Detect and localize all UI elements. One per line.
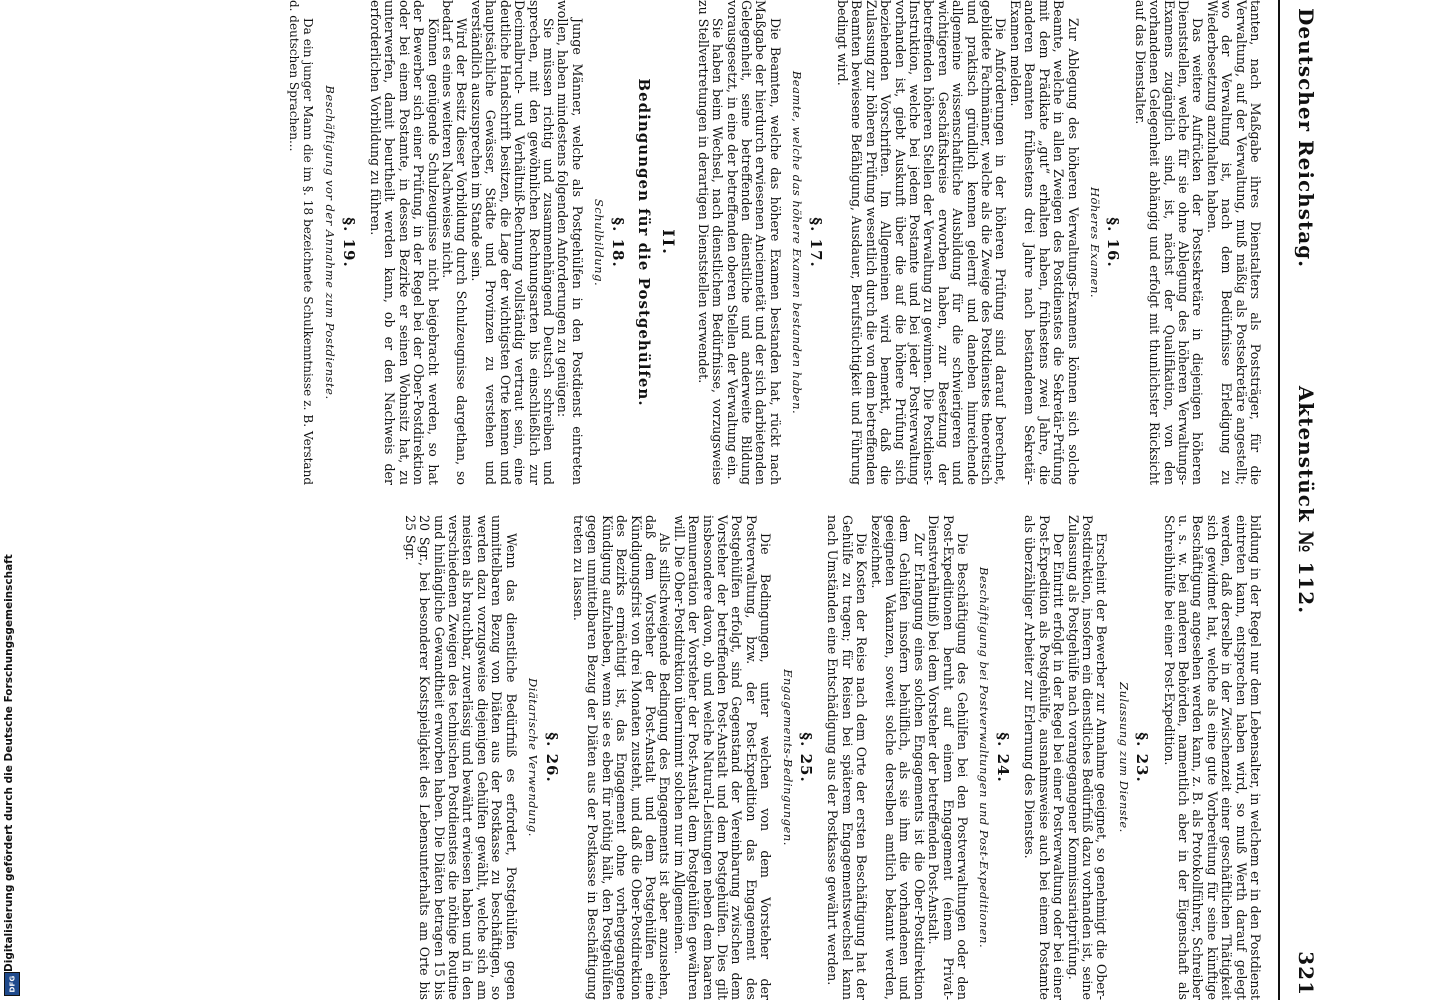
section-heading-24: §. 24. xyxy=(993,732,1012,783)
paragraph: Das weitere Aufrücken der Postsekretäre in diejenigen höheren Dienststellen, welche für sie ohne Ablegung des höheren Verwaltungs-Examens zugänglich sind, ist, nächst der Qualifikation, von den vorhandenen Gelegenheit abhängig und erfolgt mit thunlichster Rücksicht auf das Dienstalter. xyxy=(1132,0,1206,485)
paragraph: Wenn das dienstliche Bedürfniß es erfordert, Postgehülfen gegen unmittelbaren Bezug von Diäten aus der Postkasse zu beschäftigen, so werden dazu vorzugsweise diejenigen Gehülfen gewählt, welche sich am meisten als brauchbar, zuverlässig und bewährt erwiesen haben und in den verschiedenen Zweigen des technischen Postdienstes die nöthige Routine und hinlängliche Gewandtheit erworben haben. Die Diäten betragen 15 bis 20 Sgr., bei besonderer Kostspieligkeit des Lebensunterhalts am Orte bis 25 Sgr. xyxy=(402,515,519,1000)
dfg-logo xyxy=(4,972,20,996)
paragraph: Junge Männer, welche als Postgehülfen in den Postdienst eintreten wollen, haben mindestens folgenden Anforderungen zu genügen: xyxy=(555,0,585,485)
section-subheading-24: Beschäftigung bei Postverwaltungen und Post-Expeditionen. xyxy=(977,566,992,949)
dfg-attribution-text: Digitalisierung gefördert durch die Deutsche Forschungsgemeinschaft xyxy=(3,554,15,972)
part-number: II. xyxy=(659,229,679,256)
section-heading-26: §. 26. xyxy=(542,732,561,783)
paragraph: Sie haben beim Wechsel, nach dienstlichem Bedürfnisse, vorzugsweise zu Stellvertretungen in derartigen Dienststellen verwendet. xyxy=(695,0,726,485)
section-heading-23: §. 23. xyxy=(1133,732,1152,783)
section-subheading-23: Zulassung zum Dienste. xyxy=(1116,682,1131,833)
paragraph: Zur Erlangung eines solchen Engagements ist die Ober-Postdirektion dem Gehülfen insofern behülflich, als sie ihm die vorhandenen und geeigneten Vakanzen, soweit solche derselben amtlich bekannt werden, bezeichnet. xyxy=(868,515,927,1000)
header-rule xyxy=(1278,0,1280,1000)
paragraph: Die Anforderungen in der höheren Prüfung sind darauf berechnet, gebildete Fachmänner, welche als die Zweige des Postdienstes theoretisch und praktisch gründlich kennen gelernt und daneben hinreichende allgemeine wissenschaftliche Ausbildung für die schwierigeren und wichtigeren Geschäftskreise erworben haben, zur Besetzung der betreffenden höheren Stellen der Verwaltung zu gewinnen. Die Postdienst-Instruktion, welche bei jedem Postamte und bei jeder Postverwaltung vorhanden ist, giebt Auskunft über die auf die höhere Prüfung sich beziehenden Vorschriften. Im Allgemeinen wird bemerkt, daß die Zulassung zur höheren Prüfung wesentlich durch die von dem betreffenden Beamten bewiesene Befähigung, Ausdauer, Berufstüchtigkeit und Führung bedingt wird. xyxy=(835,0,1009,485)
part-title: Bedingungen für die Postgehülfen. xyxy=(634,78,653,407)
section-subheading-25: Engagements-Bedingungen. xyxy=(780,669,795,846)
right-column xyxy=(162,515,1262,1000)
section-subheading-19: Beschäftigung vor der Annahme zum Postdienste. xyxy=(323,85,338,400)
paragraph: bildung in der Regel nur dem Lebensalter, in welchem er in den Postdienst eintreten kann, entsprechen haben wird, so muß Werth darauf gelegt werden, daß derselbe in der Zwischenzeit einer geschäftlichen Thätigkeit sich gewidmet hat, welche als eine gute Vorbereitung für seine künftige Beschäftigung angesehen werden kann, z. B. als Protokollführer, Schreiber u. s. w. bei anderen Behörden, namentlich aber in der Eigenschaft als Schreibhülfe bei einer Post-Expedition. xyxy=(1161,515,1263,1000)
section-heading-25: §. 25. xyxy=(797,732,816,783)
paragraph: Zur Ablegung des höheren Verwaltungs-Examens können sich solche Beamte, welche in allen Zweigen des Postdienstes die Sekretär-Prüfung mit dem Prädikate „gut“ erhalten haben, frühestens zwei Jahre, die anderen Beamten frühestens drei Jahre nach bestandenem Sekretär-Examen melden. xyxy=(1007,0,1081,485)
paragraph: Wird der Besitz dieser Vorbildung durch Schulzeugnisse dargethan, so bedarf es eines weiteren Nachweises nicht. xyxy=(440,0,470,485)
section-subheading-18: Schulbildung. xyxy=(592,198,607,287)
dfg-logo-label: DFG xyxy=(8,975,17,993)
section-heading-17: §. 17. xyxy=(806,217,825,268)
running-header xyxy=(1280,0,1336,1000)
text-columns xyxy=(162,0,1262,1000)
paragraph: Da ein junger Mann die im §. 18 bezeichnete Schulkenntnisse z. B. Verstand d. deutschen Sprachen... xyxy=(286,0,315,485)
section-heading-16: §. 16. xyxy=(1104,217,1123,268)
dfg-attribution-strip xyxy=(0,0,36,1000)
paragraph: Als stillschweigende Bedingung des Engagements ist aber anzusehen, daß dem Vorsteher der Post-Anstalt und dem Postgehülfen eine Kündigungsfrist von drei Monaten zusteht, und daß die Ober-Postdirektion des Bezirks ermächtigt ist, das Engagement ohne vorhergegangene Kündigung aufzuheben, wenn sie es eben für nöthig hält, den Postgehülfen gegen unmittelbaren Bezug der Diäten aus der Postkasse in Beschäftigung treten zu lassen. xyxy=(570,515,673,1000)
header-journal-title: Deutscher Reichstag. xyxy=(1294,8,1318,269)
section-subheading-26: Diätarische Verwendung. xyxy=(526,678,541,837)
section-heading-19: §. 19. xyxy=(339,217,358,268)
paragraph: Die Beschäftigung des Gehülfen bei den Postverwaltungen oder den Post-Expeditionen beruht auf einem Engagement (einem Privat-Dienstverhältniß) bei dem Vorsteher der betreffenden Post-Anstalt. xyxy=(926,515,971,1000)
paragraph: Sie müssen richtig und zusammenhängend Deutsch schreiben und sprechen, mit den gewöhnlichen Rechnungsarten bis einschließlich zur Decimalbruch- und Verhältniß-Rechnung vollständig vertraut sein, eine deutliche Handschrift besitzen, die Lage der wichtigsten Orte kennen und hauptsächliche Gewässer, Städte und Provinzen zu verstehen und verständlich auszusprechen im Stande sein. xyxy=(468,0,556,485)
left-column xyxy=(162,0,1262,485)
section-subheading-17: Beamte, welche das höhere Examen bestanden haben. xyxy=(790,70,805,415)
section-subheading-16: Höheres Examen. xyxy=(1087,186,1102,299)
header-page-number: 321 xyxy=(1294,951,1318,996)
paragraph: tanten, nach Maßgabe ihres Dienstalters als Poststräger, für die Verwaltung, auf der Verwaltung, muß mäßig als Postsekretäre angestellt; wo der Verwaltung ist, nach dem Bedürfnisse Erledigung zu Wiederbesetzung anzuhalten haben. xyxy=(1204,0,1263,485)
paragraph: Die Beamten, welche das höhere Examen bestanden hat, rückt nach Maßgabe der hierdurch erwiesenen Anciennetät und der sich darbietenden Gelegenheit, seine betreffenden dienstliche und anderweite Bildung vorausgesetzt, in eine der betreffenden oberen Stellen der Verwaltung ein. xyxy=(724,0,783,485)
paragraph: Erscheint der Bewerber zur Annahme geeignet, so genehmigt die Ober-Postdirektion, insofern ein dienstliches Bedürfniß dazu vorhanden ist, seine Zulassung als Postgehülfe nach vorangegangener Kommissariatprüfung. xyxy=(1065,515,1110,1000)
paragraph: Können genügende Schulzeugnisse nicht beigebracht werden, so hat der Bewerber sich einer Prüfung, in der Regel bei der Ober-Postdirektion oder bei einem Postamte, in dessen Bezirke er seinen Wohnsitz hat, zu unterwerfen, damit beurtheilt werden kann, ob er den Nachweis der erforderlichen Vorbildung zu führen. xyxy=(368,0,441,485)
header-document-number: Aktenstück № 112. xyxy=(1294,385,1318,615)
section-heading-18: §. 18. xyxy=(608,217,627,268)
paragraph: Die Bedingungen, unter welchen von dem Vorsteher der Postverwaltung, bzw. der Post-Expedition das Engagement des Postgehülfen erfolgt, sind Gegenstand der Vereinbarung zwischen dem Vorsteher der betreffenden Post-Anstalt und dem Postgehülfen. Dies gilt insbesondere davon, ob und welche Natural-Leistungen neben dem baaren Remuneration der Vorsteher der Post-Anstalt dem Postgehülfen gewähren will. Die Ober-Postdirektion übernimmt solchen nur im Allgemeinen. xyxy=(671,515,774,1000)
paragraph: Die Kosten der Reise nach dem Orte der ersten Beschäftigung hat der Gehülfe zu tragen; für Reisen bei späterem Engagementswechsel kann nach Umständen eine Entschädigung aus der Postkasse gewährt werden. xyxy=(825,515,870,1000)
paragraph: Der Eintritt erfolgt in der Regel bei einer Postverwaltung oder bei einer Post-Expedition als Postgehülfe, ausnahmsweise auch bei einem Postamte als überzähliger Arbeiter zur Erlernung des Dienstes. xyxy=(1022,515,1067,1000)
